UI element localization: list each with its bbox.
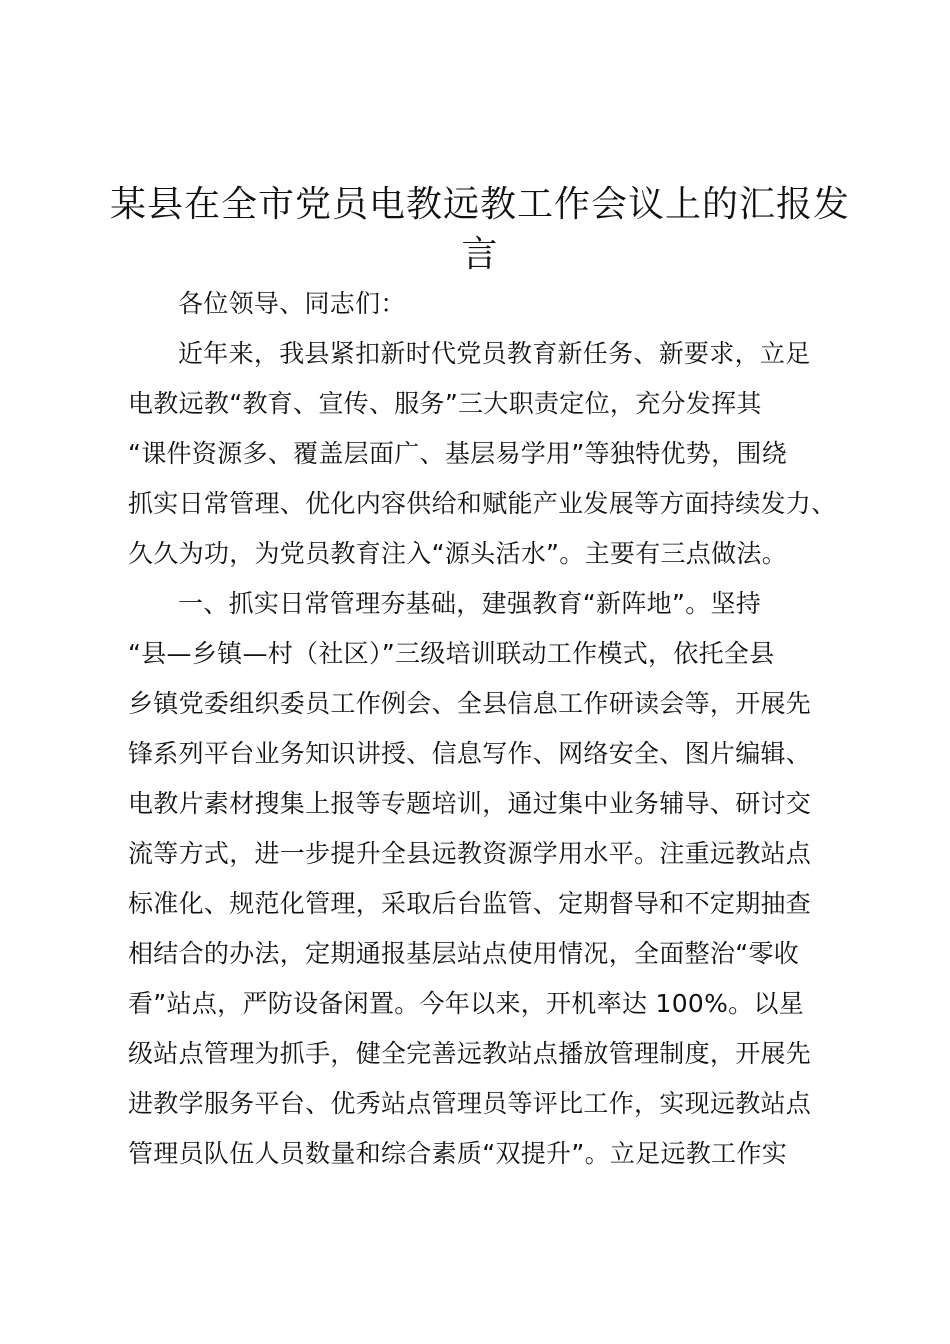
title-line: 某县在全市党员电教远教工作会议上的汇报发 xyxy=(109,184,850,225)
body-line: 管理员队伍人员数量和综合素质“双提升”。立足远教工作实 xyxy=(128,1139,788,1168)
body-line: 电教远教“教育、宣传、服务”三大职责定位，充分发挥其 xyxy=(128,389,762,418)
body-line: 看”站点，严防设备闲置。今年以来，开机率达 100%。以星 xyxy=(128,989,805,1018)
document-title xyxy=(100,180,860,280)
body-line: “课件资源多、覆盖层面广、基层易学用”等独特优势，围绕 xyxy=(128,439,788,468)
body-line: 乡镇党委组织委员工作例会、全县信息工作研读会等，开展先 xyxy=(128,689,812,718)
body-line: 级站点管理为抓手，健全完善远教站点播放管理制度，开展先 xyxy=(128,1039,812,1068)
body-line: 近年来，我县紧扣新时代党员教育新任务、新要求，立足 xyxy=(178,339,811,368)
body-line: 锋系列平台业务知识讲授、信息写作、网络安全、图片编辑、 xyxy=(128,739,812,768)
body-line: 流等方式，进一步提升全县远教资源学用水平。注重远教站点 xyxy=(128,839,812,868)
section-heading-line: 一、抓实日常管理夯基础，建强教育“新阵地”。坚持 xyxy=(178,589,762,618)
body-line: 久久为功，为党员教育注入“源头活水”。主要有三点做法。 xyxy=(128,539,788,568)
body-line: 相结合的办法，定期通报基层站点使用情况，全面整治“零收 xyxy=(128,939,800,968)
body-line: 标准化、规范化管理，采取后台监管、定期督导和不定期抽查 xyxy=(128,889,812,918)
body-line: 电教片素材搜集上报等专题培训，通过集中业务辅导、研讨交 xyxy=(128,789,812,818)
salutation: 各位领导、同志们： xyxy=(178,289,406,318)
body-line: “县—乡镇—村（社区）”三级培训联动工作模式，依托全县 xyxy=(128,639,775,668)
title-line: 言 xyxy=(461,234,499,275)
body-line: 进教学服务平台、优秀站点管理员等评比工作，实现远教站点 xyxy=(128,1089,812,1118)
body-line: 抓实日常管理、优化内容供给和赋能产业发展等方面持续发力、 xyxy=(128,489,837,518)
document-body xyxy=(128,279,848,1179)
